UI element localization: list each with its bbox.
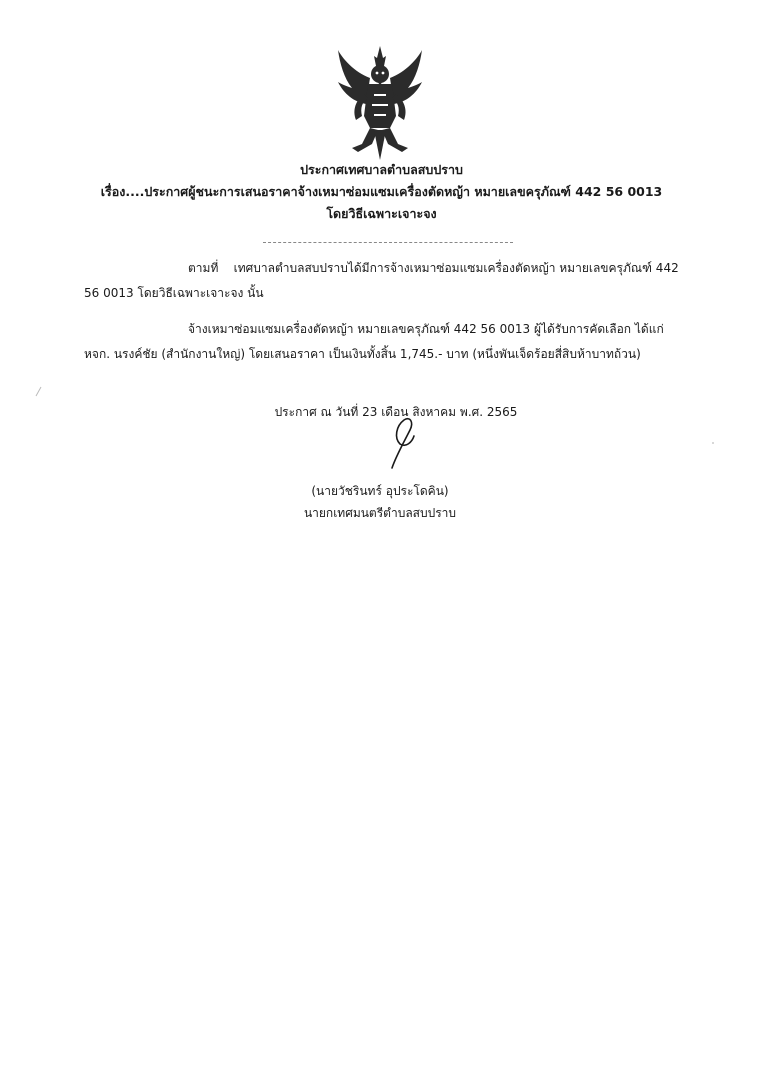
scan-speck [708,436,718,450]
notice-heading: ประกาศเทศบาลตำบลสบปราบ [300,162,463,177]
paragraph-award-text: จ้างเหมาซ่อมแซมเครื่องตัดหญ้า หมายเลขครุภัณฑ์ 442 56 0013 ผู้ได้รับการคัดเลือก ได้แก่ หจก. นรงค์ชัย (สำนักงานใหญ่) โดยเสนอราคา เป็นเงินทั้งสิ้น 1,745.- บาท (หนึ่งพันเจ็ดร้อยสี่สิบห้าบาทถ้วน) [84,322,664,361]
paragraph-lead: ตามที่ [188,261,219,275]
paragraph-intro [84,256,688,306]
signatory-name: (นายวัชรินทร์ อุประโดคิน) [311,484,449,498]
scan-speck [34,384,44,398]
paragraph-intro-text: เทศบาลตำบลสบปราบได้มีการจ้างเหมาซ่อมแซมเครื่องตัดหญ้า หมายเลขครุภัณฑ์ 442 56 0013 โดยวิธีเฉพาะเจาะจง นั้น [84,261,679,300]
signatory-title: นายกเทศมนตรีตำบลสบปราบ [303,506,457,520]
handwritten-signature [370,412,430,472]
paragraph-award [84,317,688,367]
garuda-emblem [334,44,426,162]
notice-method: โดยวิธีเฉพาะเจาะจง [326,206,437,221]
dashed-divider [263,242,513,243]
notice-subject: เรื่อง....ประกาศผู้ชนะการเสนอราคาจ้างเหมาซ่อมแซมเครื่องตัดหญ้า หมายเลขครุภัณฑ์ 442 56 0013 [100,184,663,199]
announcement-date: ประกาศ ณ วันที่ 23 เดือน สิงหาคม พ.ศ. 2565 [274,405,518,419]
